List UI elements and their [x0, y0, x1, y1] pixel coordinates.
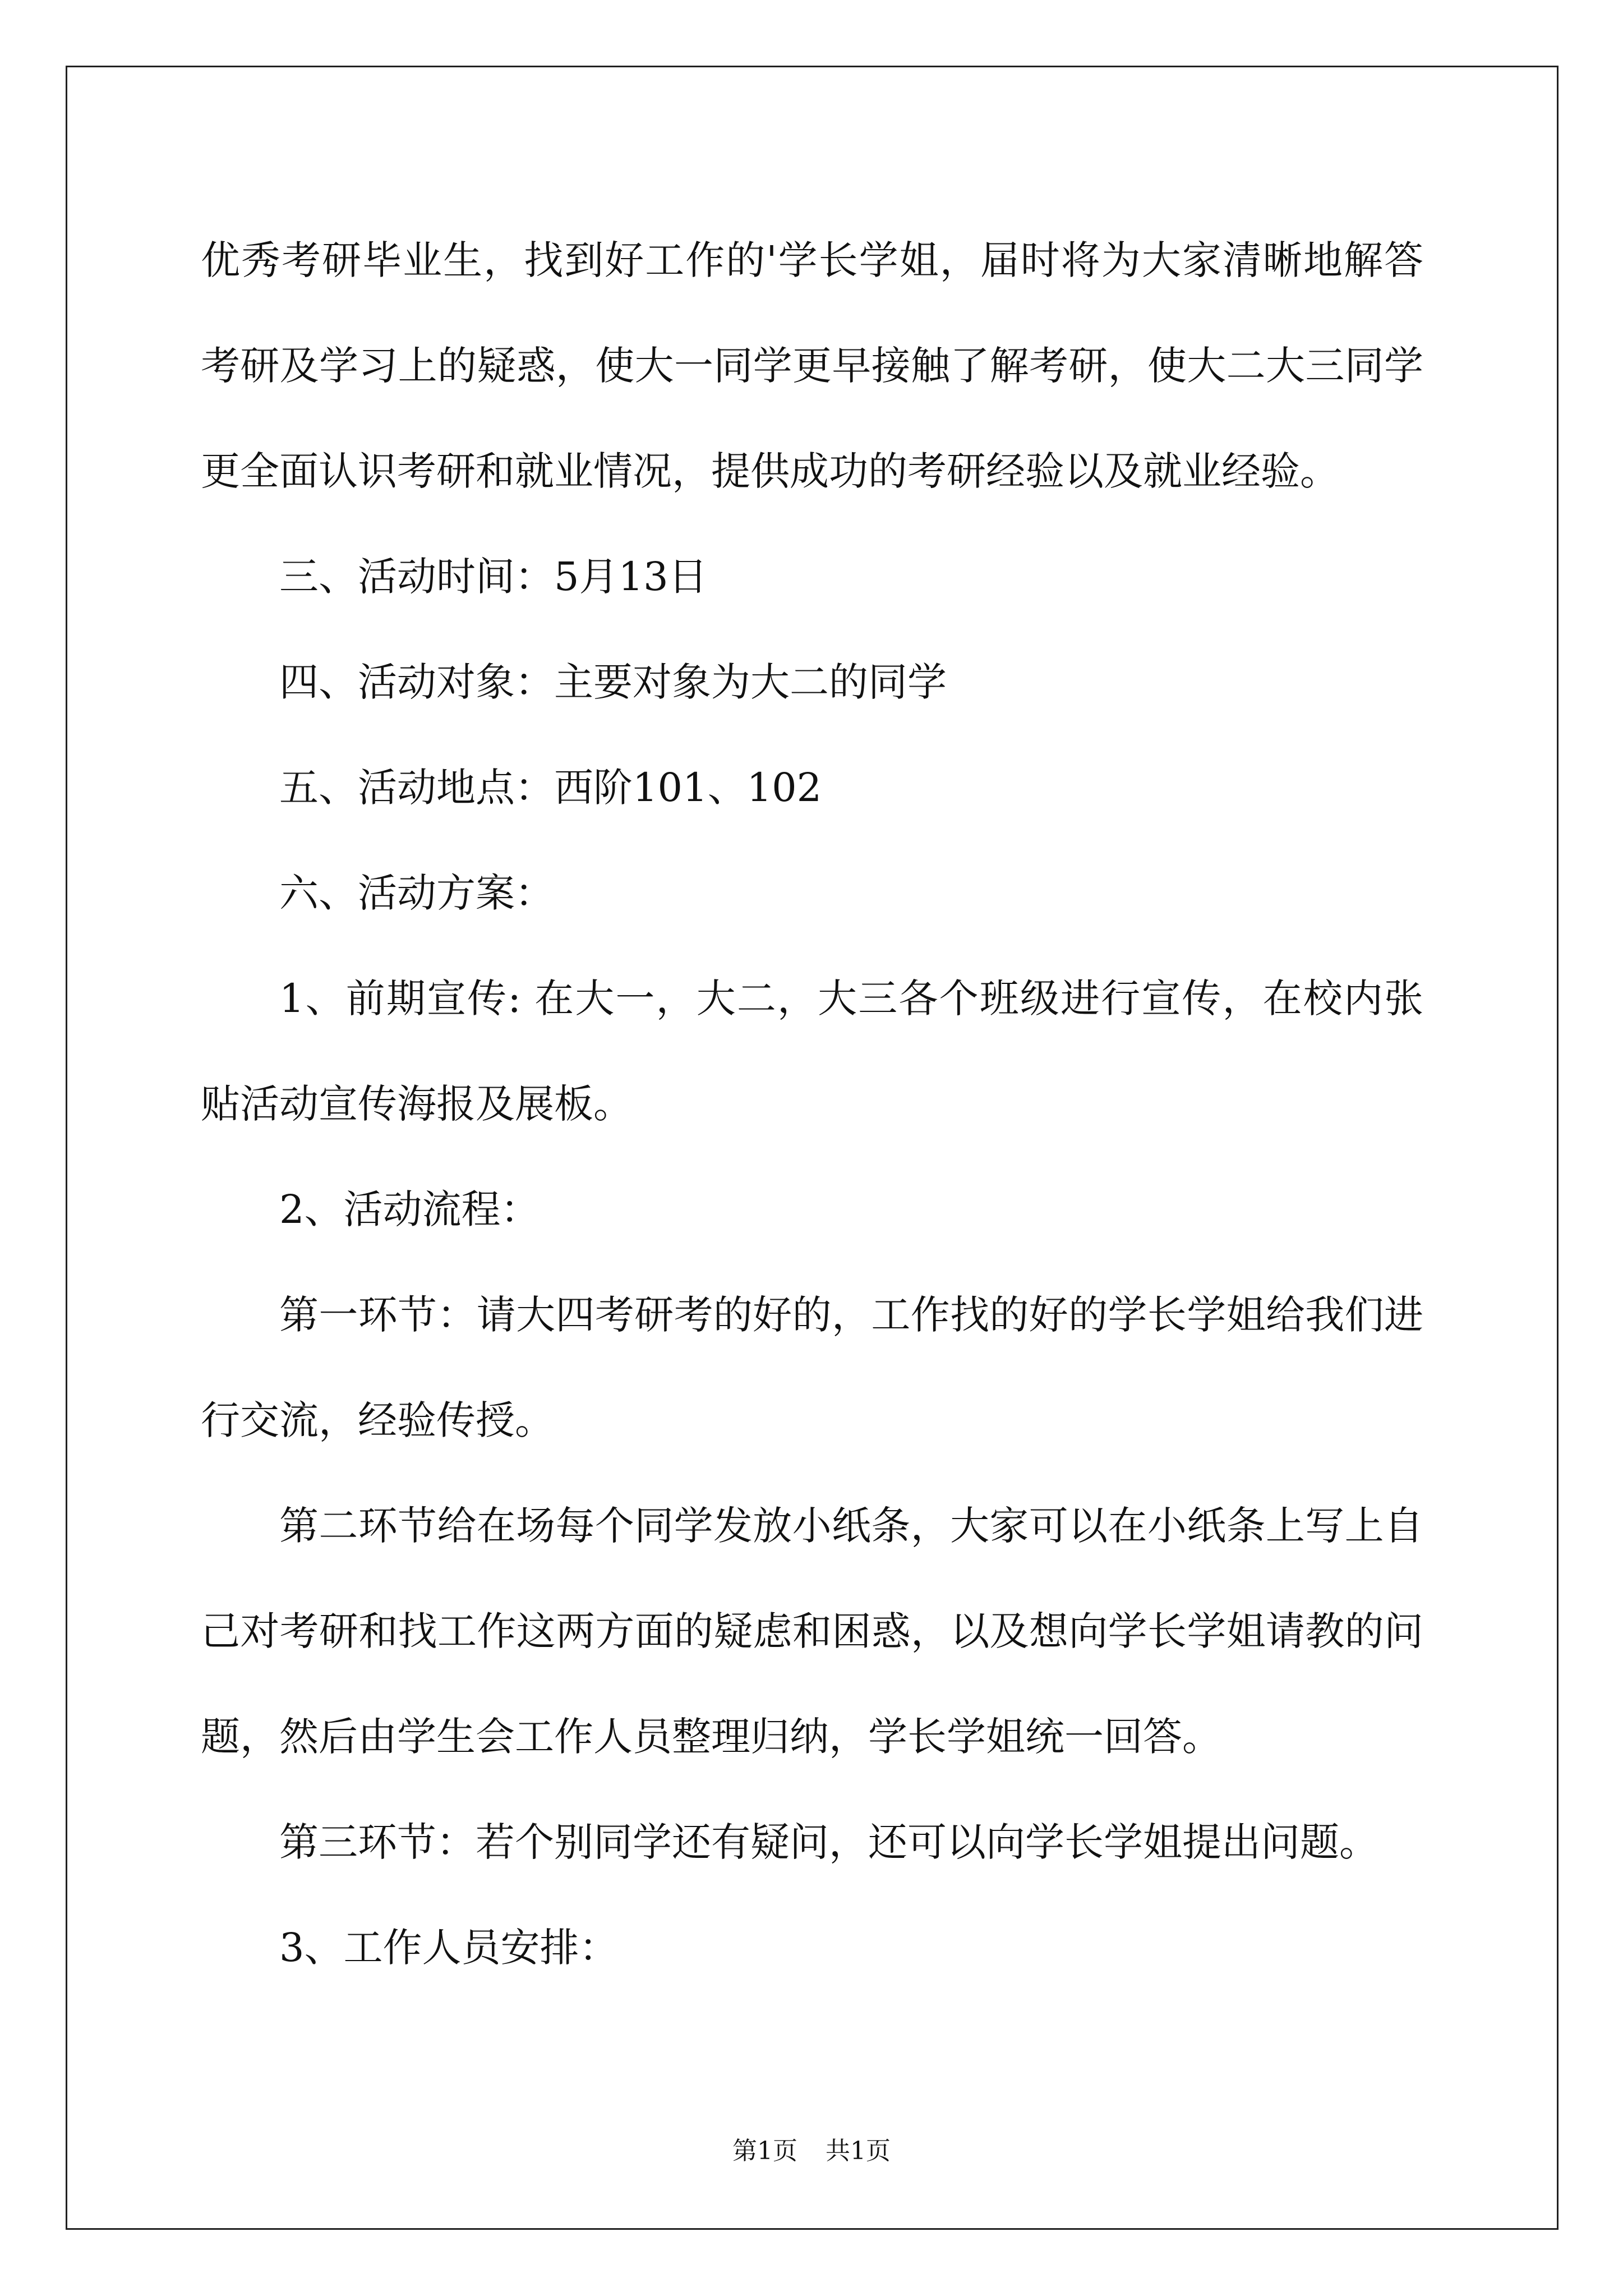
- page-total: 共1页: [826, 2137, 891, 2165]
- paragraph-activity-target: 四、活动对象：主要对象为大二的同学: [279, 659, 947, 705]
- page-number: 第1页: [732, 2137, 797, 2165]
- document-body: [201, 208, 1423, 2000]
- paragraph-step-three: 第三环节：若个别同学还有疑问，还可以向学长学姐提出问题。: [279, 1819, 1378, 1865]
- paragraph-activity-plan: 六、活动方案：: [279, 870, 554, 916]
- paragraph-activity-time: 三、活动时间：5月13日: [279, 554, 708, 600]
- paragraph-staff: 3、工作人员安排：: [279, 1925, 619, 1971]
- paragraph-step-one: 第一环节：请大四考研考的好的，工作找的好的学长学姐给我们进行交流，经验传授。: [201, 1292, 1423, 1443]
- paragraph-activity-location: 五、活动地点：西阶101、102: [279, 765, 822, 811]
- paragraph-step-two: 第二环节给在场每个同学发放小纸条，大家可以在小纸条上写上自己对考研和找工作这两方面的疑虑和困惑，以及想向学长学姐请教的问题，然后由学生会工作人员整理归纳，学长学姐统一回答。: [201, 1503, 1423, 1760]
- paragraph-publicity: 1、前期宣传: 在大一，大二，大三各个班级进行宣传，在校内张贴活动宣传海报及展板。: [201, 976, 1423, 1127]
- paragraph-intro: 优秀考研毕业生，找到好工作的'学长学姐，届时将为大家清晰地解答考研及学习上的疑惑，使大一同学更早接触了解考研，使大二大三同学更全面认识考研和就业情况，提供成功的考研经验以及就业经验。: [201, 237, 1423, 494]
- page-footer: [0, 2134, 1623, 2168]
- paragraph-process: 2、活动流程：: [279, 1186, 540, 1232]
